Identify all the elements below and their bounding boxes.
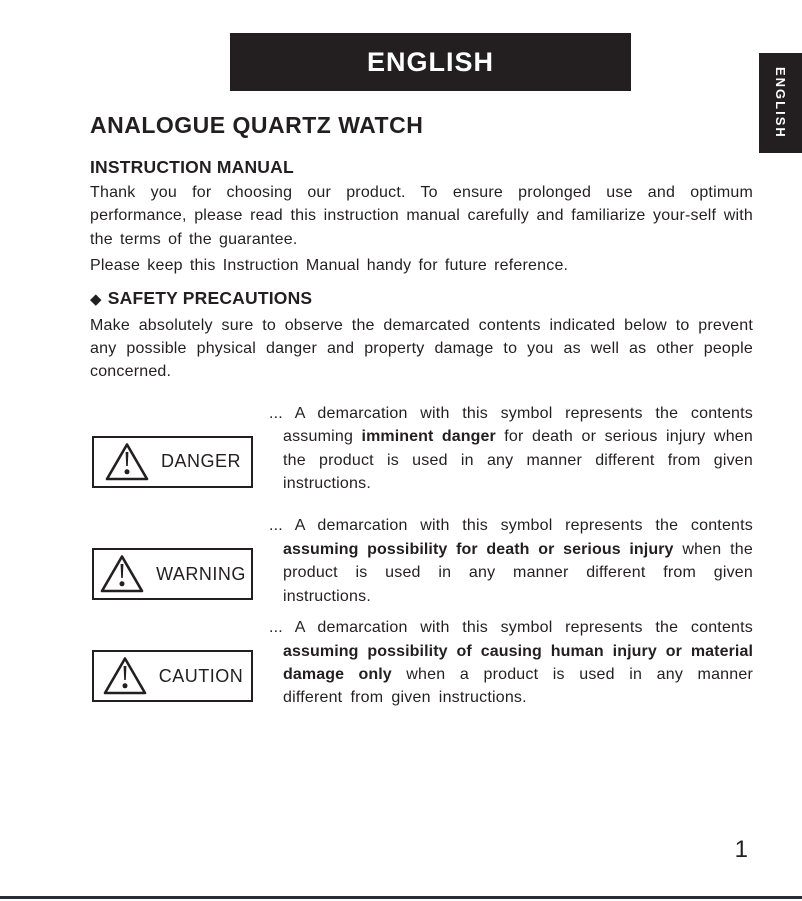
warning-triangle-icon — [102, 655, 148, 697]
footer-rule — [0, 896, 802, 899]
warning-sign-label: WARNING — [156, 563, 246, 584]
caution-description: ... A demarcation with this symbol represents the contents assuming possibility of causing human injury or material damage only when a product is used in any manner different from given instructions. — [269, 619, 753, 707]
language-banner — [230, 33, 631, 91]
instruction-manual-heading: INSTRUCTION MANUAL — [90, 157, 294, 177]
language-side-tab — [759, 53, 802, 153]
intro-note: Please keep this Instruction Manual handy for future reference. — [90, 257, 569, 275]
intro-paragraph: Thank you for choosing our product. To ensure prolonged use and optimum performance, please read this instruction manual carefully and familiarize your-self with the terms of the guarantee. — [90, 184, 753, 248]
safety-precautions-heading — [90, 287, 753, 311]
page-content — [0, 111, 802, 710]
warning-description: ... A demarcation with this symbol represents the contents assuming possibility for death or serious injury when the product is used in any manner different from given instructions. — [269, 517, 753, 605]
page-number: 1 — [734, 836, 748, 863]
safety-intro-paragraph: Make absolutely sure to observe the demarcated contents indicated below to prevent any possible physical danger and property damage to you as well as other people concerned. — [90, 316, 753, 381]
caution-section — [90, 616, 753, 710]
caution-sign-label: CAUTION — [158, 665, 244, 686]
diamond-icon: ◆ — [90, 290, 102, 308]
warning-triangle-icon — [104, 441, 150, 483]
warning-section — [90, 514, 753, 608]
danger-section — [90, 402, 753, 496]
language-banner-label: ENGLISH — [366, 46, 494, 77]
warning-triangle-icon — [99, 553, 145, 595]
danger-description: ... A demarcation with this symbol represents the contents assuming imminent danger for death or serious injury when the product is used in any manner different from given instructions. — [269, 404, 753, 493]
caution-sign-box — [92, 650, 253, 702]
safety-precautions-heading-text: SAFETY PRECAUTIONS — [107, 287, 313, 308]
danger-sign-label: DANGER — [160, 451, 241, 472]
language-side-tab-label: ENGLISH — [773, 67, 788, 139]
warning-sign-box — [92, 548, 253, 600]
danger-sign-box — [92, 436, 253, 488]
page-title: ANALOGUE QUARTZ WATCH — [90, 112, 424, 138]
